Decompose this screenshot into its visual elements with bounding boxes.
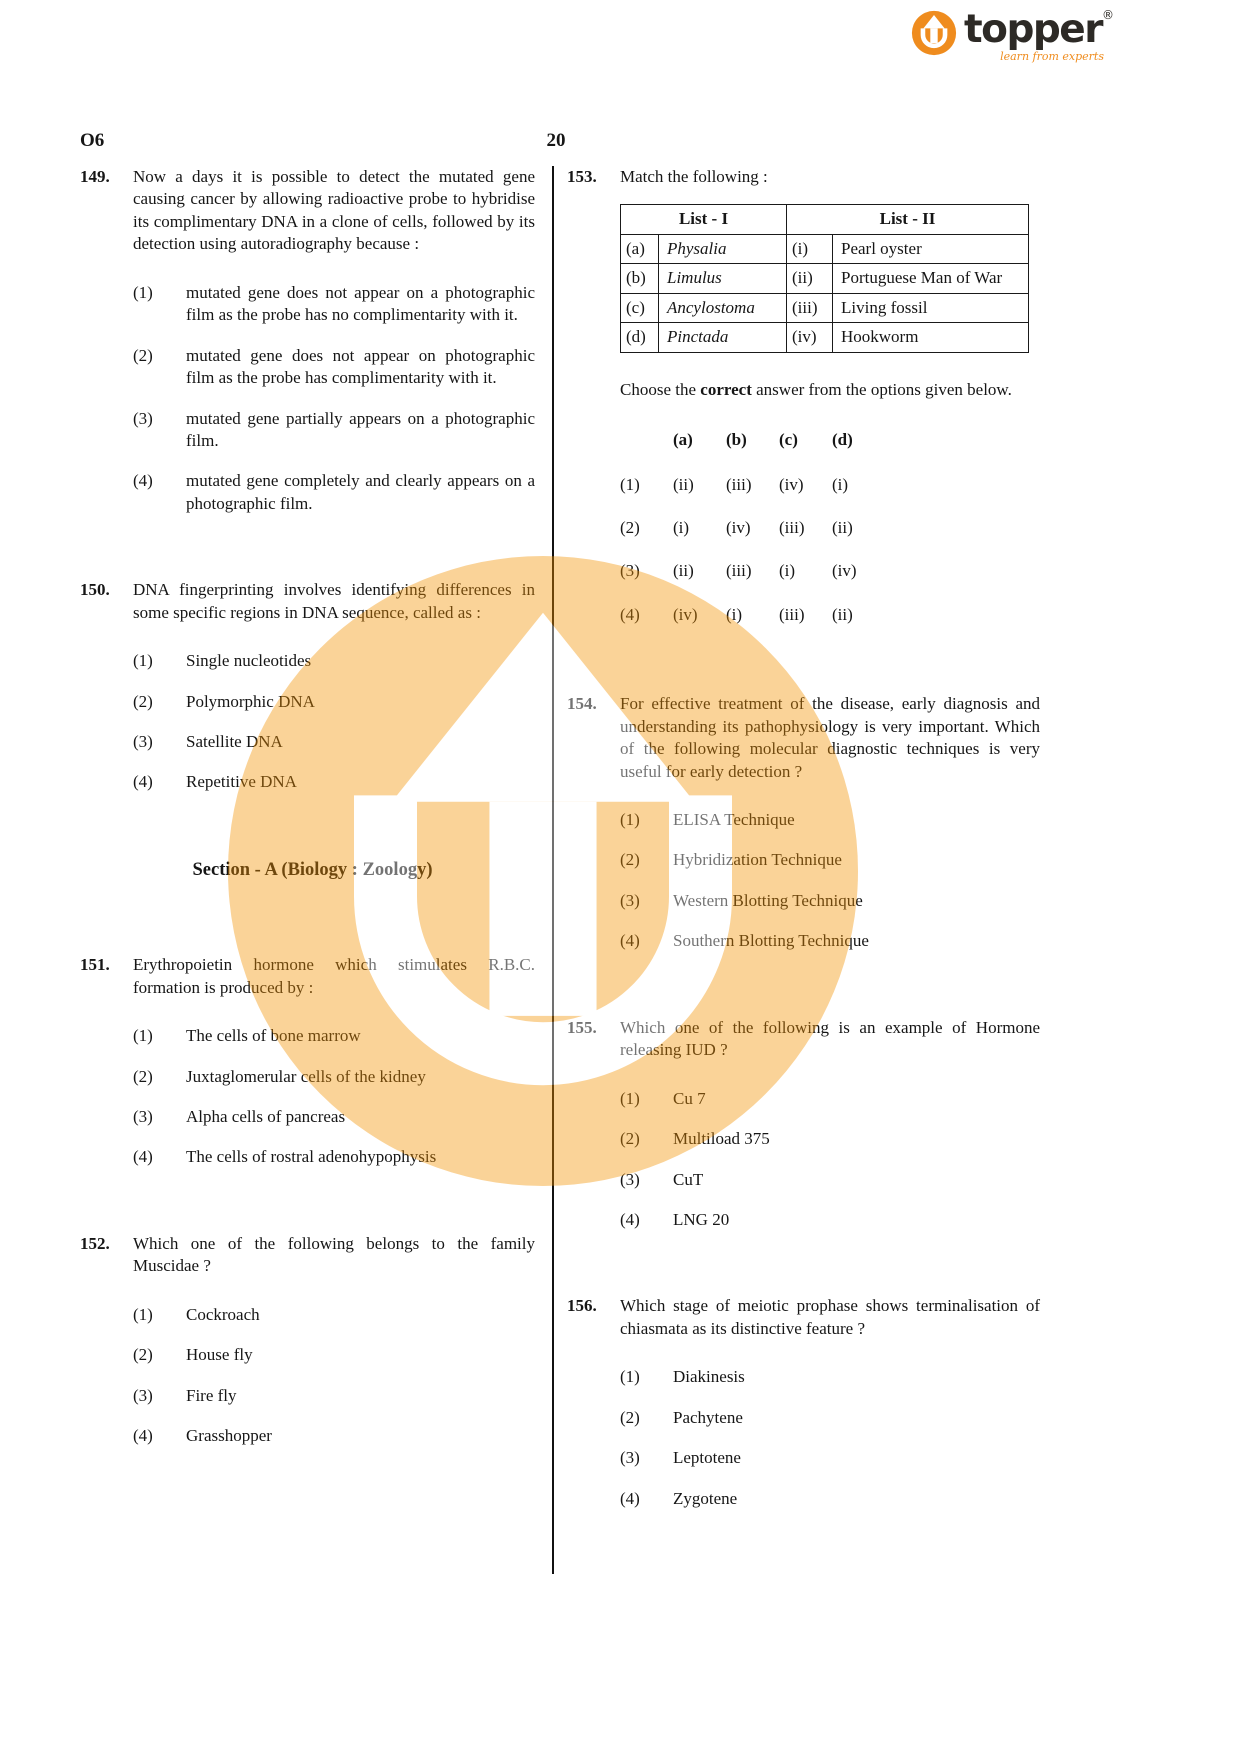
question-number: 156. bbox=[567, 1296, 597, 1316]
option-text: Satellite DNA bbox=[186, 732, 283, 751]
option bbox=[620, 1488, 1040, 1510]
matrix-col-d: (d) bbox=[832, 430, 853, 450]
option-label: (1) bbox=[133, 1026, 153, 1046]
match-table-row bbox=[621, 234, 1029, 263]
option-label: (1) bbox=[133, 651, 153, 671]
option-label: (3) bbox=[133, 1107, 153, 1127]
brand-tagline: learn from experts bbox=[1000, 50, 1104, 63]
matrix-cell: (ii) bbox=[673, 474, 694, 494]
matrix-cell: (iii) bbox=[779, 604, 805, 624]
matrix-cell: (i) bbox=[832, 474, 849, 494]
option-text: Cu 7 bbox=[673, 1088, 706, 1108]
option bbox=[133, 282, 535, 327]
matrix-cell: (iv) bbox=[726, 517, 751, 537]
option-text: mutated gene completely and clearly appears on a photographic film. bbox=[186, 471, 535, 513]
match-table bbox=[620, 204, 1029, 352]
option-label: (3) bbox=[620, 890, 640, 910]
matrix-cell: (iii) bbox=[726, 474, 752, 494]
option-label: (2) bbox=[133, 345, 153, 365]
matrix-option-row bbox=[620, 604, 1040, 626]
option-label: (1) bbox=[620, 810, 640, 829]
option bbox=[133, 731, 535, 753]
option-label: (3) bbox=[133, 1385, 153, 1405]
option-label: (2) bbox=[133, 1345, 153, 1365]
choose-bold: correct bbox=[700, 379, 752, 399]
option-text: LNG 20 bbox=[673, 1209, 730, 1229]
list1-label: (c) bbox=[621, 293, 659, 322]
option-text: The cells of rostral adenohypophysis bbox=[186, 1147, 437, 1167]
option bbox=[620, 1366, 1040, 1388]
matrix-cell: (i) bbox=[726, 604, 743, 624]
list1-label: (d) bbox=[621, 323, 659, 352]
option-text: Zygotene bbox=[673, 1488, 738, 1508]
match-table-header-row bbox=[621, 205, 1029, 234]
option-text: Polymorphic DNA bbox=[186, 691, 315, 711]
match-table-row bbox=[621, 293, 1029, 322]
topper-u-arrow-icon bbox=[911, 10, 957, 56]
question-text: Which one of the following is an example of Hormone releasing IUD ? bbox=[620, 1017, 1040, 1060]
list2-header: List - II bbox=[787, 205, 1029, 234]
option bbox=[620, 1169, 1040, 1191]
matrix-cell: (i) bbox=[673, 517, 690, 537]
option-label: (2) bbox=[620, 1407, 640, 1427]
list1-header: List - I bbox=[621, 205, 787, 234]
question-153 bbox=[567, 166, 1040, 647]
list1-item: Ancylostoma bbox=[659, 293, 787, 322]
list2-label: (iv) bbox=[787, 323, 833, 352]
matrix-option-row bbox=[620, 560, 1040, 582]
option-text: Single nucleotides bbox=[186, 651, 312, 671]
option-text: Repetitive DNA bbox=[186, 772, 297, 792]
matrix-cell: (iii) bbox=[726, 561, 752, 581]
option-text: CuT bbox=[673, 1169, 704, 1189]
question-text: Now a days it is possible to detect the mutated gene causing cancer by allowing radioactive probe to hybridise its complimentary DNA in a clone of cells, followed by its detection using autoradiography because : bbox=[133, 167, 535, 254]
option-label: (1) bbox=[133, 282, 153, 302]
list1-item: Limulus bbox=[659, 264, 787, 293]
option bbox=[133, 1146, 535, 1168]
option-label: (1) bbox=[620, 1088, 640, 1108]
option bbox=[133, 470, 535, 515]
choose-post: answer from the options given below. bbox=[751, 379, 1012, 399]
option bbox=[133, 408, 535, 453]
question-text: For effective treatment of the disease, early diagnosis and understanding its pathophysiology is very important. Which of the following molecular diagnostic techniques is very useful for early detection ? bbox=[620, 694, 1040, 781]
question-number: 155. bbox=[567, 1017, 597, 1037]
option-label: (3) bbox=[133, 732, 153, 751]
question-text: Erythropoietin hormone which stimulates R.B.C. formation is produced by : bbox=[133, 955, 535, 997]
option bbox=[133, 771, 535, 793]
option bbox=[133, 1304, 535, 1326]
paper-code: O6 bbox=[80, 130, 105, 151]
list2-item: Pearl oyster bbox=[833, 234, 1029, 263]
option-label: (4) bbox=[620, 1488, 640, 1508]
option-text: The cells of bone marrow bbox=[186, 1026, 361, 1046]
question-number: 154. bbox=[567, 694, 597, 714]
option-label: (1) bbox=[620, 474, 640, 494]
option bbox=[133, 1425, 535, 1447]
list2-item: Living fossil bbox=[833, 293, 1029, 322]
option-label: (4) bbox=[133, 1426, 153, 1446]
option-label: (1) bbox=[133, 1304, 153, 1324]
option bbox=[133, 1106, 535, 1128]
option bbox=[620, 1088, 1040, 1110]
option-text: mutated gene does not appear on a photographic film as the probe has no complimentarity with it. bbox=[186, 282, 535, 325]
option-label: (2) bbox=[620, 517, 640, 537]
matrix-cell: (iii) bbox=[779, 517, 805, 537]
option-label: (2) bbox=[133, 1066, 153, 1086]
option-label: (3) bbox=[620, 1448, 640, 1468]
option-label: (2) bbox=[620, 850, 640, 870]
option-label: (2) bbox=[133, 691, 153, 711]
option bbox=[620, 930, 1040, 952]
option-text: Grasshopper bbox=[186, 1426, 272, 1446]
question-151 bbox=[80, 954, 535, 1187]
question-156 bbox=[567, 1295, 1040, 1528]
question-text: DNA fingerprinting involves identifying differences in some specific regions in DNA sequence, called as : bbox=[133, 580, 535, 622]
option-label: (4) bbox=[620, 931, 640, 951]
question-number: 151. bbox=[80, 955, 110, 975]
list2-item: Portuguese Man of War bbox=[833, 264, 1029, 293]
list1-item: Pinctada bbox=[659, 323, 787, 352]
list1-label: (b) bbox=[621, 264, 659, 293]
option bbox=[620, 1128, 1040, 1150]
option-text: Diakinesis bbox=[673, 1367, 745, 1387]
option-text: Hybridization Technique bbox=[673, 850, 842, 870]
list2-item: Hookworm bbox=[833, 323, 1029, 352]
matrix-header-row bbox=[620, 429, 1040, 451]
matrix-cell: (ii) bbox=[673, 561, 694, 581]
option bbox=[620, 849, 1040, 871]
option-text: Southern Blotting Technique bbox=[673, 931, 869, 951]
list2-label: (ii) bbox=[787, 264, 833, 293]
page-number: 20 bbox=[546, 130, 566, 151]
match-table-row bbox=[621, 323, 1029, 352]
option bbox=[133, 1066, 535, 1088]
question-text: Which stage of meiotic prophase shows terminalisation of chiasmata as its distinctive feature ? bbox=[620, 1296, 1040, 1338]
matrix-cell: (i) bbox=[779, 561, 796, 581]
option-text: Leptotene bbox=[673, 1448, 741, 1468]
option-label: (4) bbox=[133, 1147, 153, 1167]
option bbox=[620, 1209, 1040, 1231]
list1-label: (a) bbox=[621, 234, 659, 263]
matrix-cell: (iv) bbox=[832, 561, 857, 581]
question-152 bbox=[80, 1233, 535, 1466]
option-text: Alpha cells of pancreas bbox=[186, 1107, 346, 1127]
option-label: (4) bbox=[620, 604, 640, 624]
option-text: Fire fly bbox=[186, 1385, 237, 1405]
question-149 bbox=[80, 166, 535, 533]
option-label: (2) bbox=[620, 1129, 640, 1149]
option bbox=[620, 890, 1040, 912]
matrix-col-b: (b) bbox=[726, 430, 747, 450]
option-label: (1) bbox=[620, 1367, 640, 1387]
section-heading: Section - A (Biology : Zoology) bbox=[192, 859, 433, 880]
question-number: 150. bbox=[80, 580, 110, 600]
option-text: Juxtaglomerular cells of the kidney bbox=[186, 1066, 426, 1086]
logo-text bbox=[964, 7, 1114, 65]
option-text: mutated gene partially appears on a photographic film. bbox=[186, 408, 535, 450]
option bbox=[620, 1447, 1040, 1469]
question-150 bbox=[80, 579, 535, 812]
option-text: Pachytene bbox=[673, 1407, 743, 1427]
option bbox=[133, 345, 535, 390]
matrix-header-spacer bbox=[620, 429, 673, 451]
right-column bbox=[552, 166, 1040, 1574]
choose-pre: Choose the bbox=[620, 379, 701, 399]
registered-mark: ® bbox=[1102, 8, 1114, 22]
option bbox=[133, 1344, 535, 1366]
matrix-cell: (iv) bbox=[779, 474, 804, 494]
option bbox=[620, 809, 1040, 831]
choose-instruction bbox=[620, 379, 1040, 401]
option-label: (3) bbox=[133, 408, 153, 428]
question-155 bbox=[567, 1017, 1040, 1250]
option-label: (4) bbox=[620, 1209, 640, 1229]
question-text: Match the following : bbox=[620, 167, 768, 186]
topper-logo bbox=[911, 7, 1114, 65]
question-text: Which one of the following belongs to the family Muscidae ? bbox=[133, 1233, 535, 1276]
matrix-option-row bbox=[620, 517, 1040, 539]
option bbox=[133, 650, 535, 672]
option-label: (3) bbox=[620, 561, 640, 581]
option-text: ELISA Technique bbox=[673, 810, 795, 829]
option-text: mutated gene does not appear on photographic film as the probe has complimentarity with it. bbox=[186, 345, 535, 388]
two-column-layout bbox=[80, 166, 1040, 1574]
matrix-option-row bbox=[620, 474, 1040, 496]
matrix-cell: (ii) bbox=[832, 604, 853, 624]
matrix-col-a: (a) bbox=[673, 430, 693, 450]
option bbox=[620, 1407, 1040, 1429]
list2-label: (iii) bbox=[787, 293, 833, 322]
match-table-row bbox=[621, 264, 1029, 293]
matrix-cell: (iv) bbox=[673, 604, 698, 624]
list2-label: (i) bbox=[787, 234, 833, 263]
option-text: House fly bbox=[186, 1345, 253, 1365]
brand-name: topper bbox=[964, 7, 1102, 52]
left-column bbox=[80, 166, 552, 1574]
option-label: (4) bbox=[133, 772, 153, 792]
option-text: Multiload 375 bbox=[673, 1129, 770, 1149]
option bbox=[133, 691, 535, 713]
option-label: (4) bbox=[133, 471, 153, 491]
matrix-col-c: (c) bbox=[779, 430, 798, 450]
question-154 bbox=[567, 693, 1040, 971]
option-text: Western Blotting Technique bbox=[673, 890, 863, 910]
option bbox=[133, 1385, 535, 1407]
question-number: 153. bbox=[567, 167, 597, 186]
option bbox=[133, 1025, 535, 1047]
option-label: (3) bbox=[620, 1169, 640, 1189]
matrix-cell: (ii) bbox=[832, 517, 853, 537]
question-number: 152. bbox=[80, 1233, 110, 1253]
option-text: Cockroach bbox=[186, 1304, 260, 1324]
question-number: 149. bbox=[80, 167, 110, 186]
list1-item: Physalia bbox=[659, 234, 787, 263]
